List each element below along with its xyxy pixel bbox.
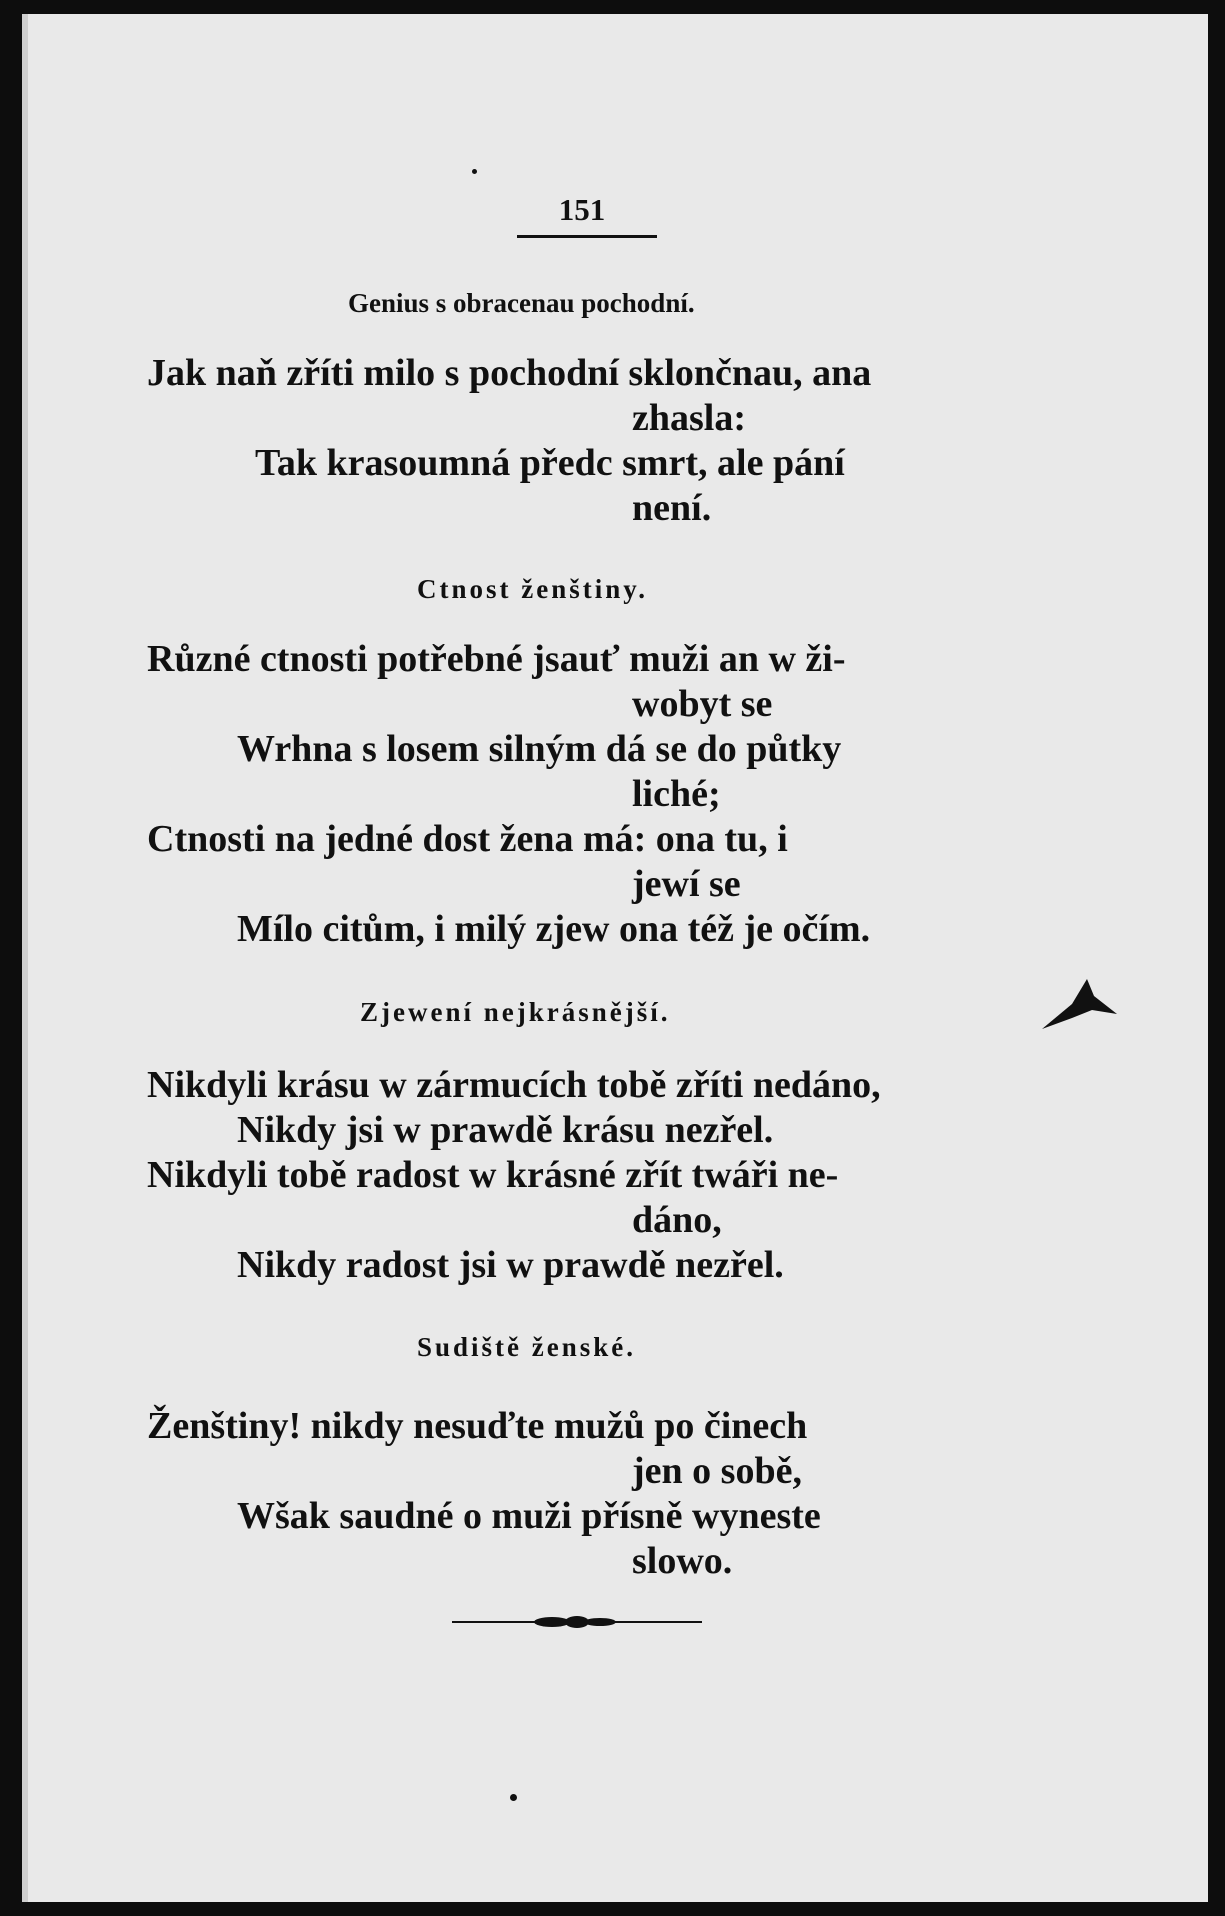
ornamental-rule	[452, 1614, 702, 1630]
ink-speck	[472, 169, 477, 174]
verse-line: Wrhna s losem silným dá se do půtky	[237, 728, 842, 770]
verse-line: wobyt se	[632, 683, 773, 725]
ink-blot-mark	[1032, 974, 1122, 1034]
verse-line: Nikdy radost jsi w prawdě nezřel.	[237, 1244, 784, 1286]
verse-line: Různé ctnosti potřebné jsauť muži an w ži-	[147, 638, 846, 680]
section-title-sudiste: Sudiště ženské.	[417, 1332, 637, 1362]
book-page	[22, 14, 1208, 1902]
verse-line: Ženštiny! nikdy nesuďte mužů po činech	[147, 1405, 808, 1447]
verse-line: není.	[632, 487, 712, 529]
page-number-rule	[517, 235, 657, 238]
verse-line: Nikdyli krásu w zármucích tobě zříti nedáno,	[147, 1064, 881, 1106]
section-title-zjeweni: Zjewení nejkrásnější.	[360, 997, 671, 1027]
verse-line: jewí se	[632, 863, 741, 905]
verse-line: slowo.	[632, 1540, 733, 1582]
verse-line: Nikdyli tobě radost w krásné zřít twáři ne-	[147, 1154, 839, 1196]
ink-speck	[510, 1794, 517, 1801]
verse-line: dáno,	[632, 1199, 722, 1241]
verse-line: jen o sobě,	[632, 1450, 802, 1492]
verse-line: Wšak saudné o muži přísně wyneste	[237, 1495, 821, 1537]
verse-line: zhasla:	[632, 397, 746, 439]
verse-line: liché;	[632, 773, 721, 815]
page-gutter-edge	[22, 14, 28, 1902]
verse-line: Nikdy jsi w prawdě krásu nezřel.	[237, 1109, 774, 1151]
verse-line: Ctnosti na jedné dost žena má: ona tu, i	[147, 818, 788, 860]
section-title-ctnost: Ctnost ženštiny.	[417, 574, 649, 604]
page-number: 151	[558, 192, 606, 227]
section-title-genius: Genius s obracenau pochodní.	[348, 288, 695, 318]
verse-line: Mílo citům, i milý zjew ona též je očím.	[237, 908, 871, 950]
verse-line: Jak naň zříti milo s pochodní sklončnau, ana	[147, 352, 872, 394]
verse-line: Tak krasoumná předc smrt, ale pání	[255, 442, 845, 484]
